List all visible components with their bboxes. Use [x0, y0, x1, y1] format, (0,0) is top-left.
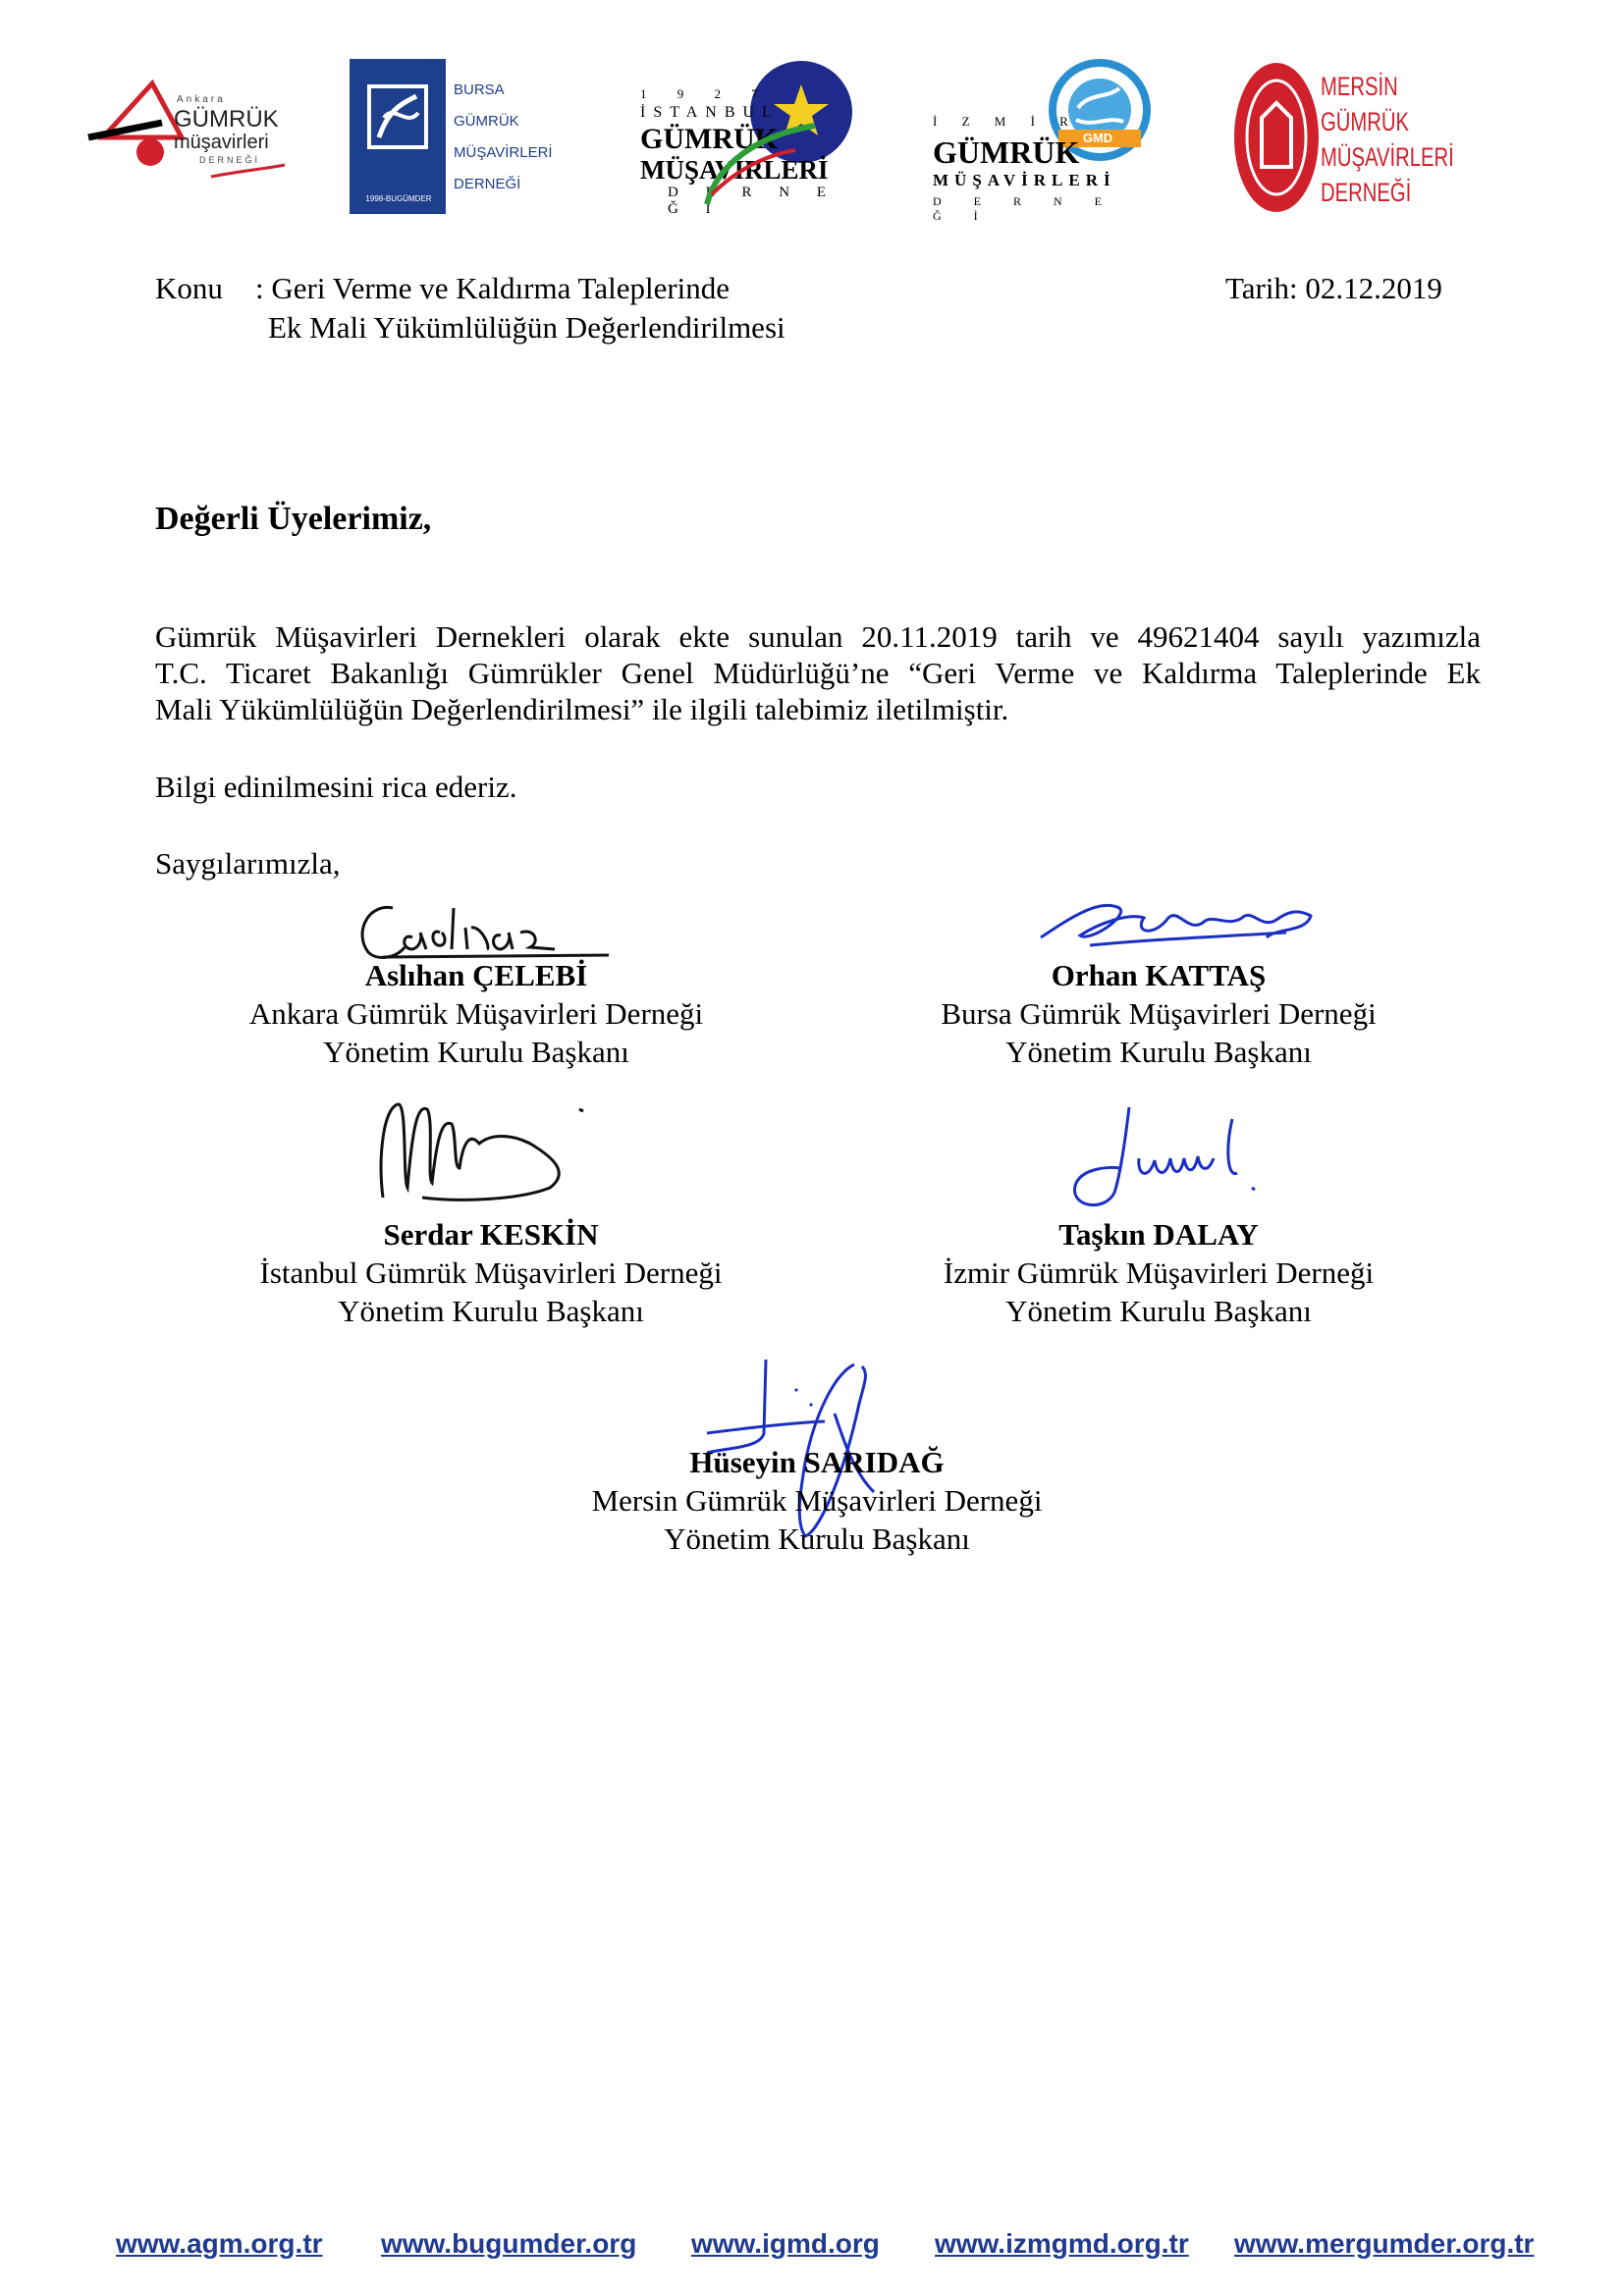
izmir-logo-dernegi: D E R N E Ğ İ — [933, 194, 1116, 223]
istanbul-logo-musavirleri: MÜŞAVİRLERİ — [640, 155, 829, 185]
istanbul-logo-gumruk: GÜMRÜK — [640, 123, 778, 155]
footer-link-bugumder[interactable]: www.bugumder.org — [381, 2228, 637, 2259]
signatory-org: İzmir Gümrük Müşavirleri Derneği — [943, 1255, 1375, 1290]
signatory-name: Taşkın DALAY — [1058, 1217, 1259, 1252]
mersin-emblem-icon — [1232, 59, 1321, 216]
izmir-logo-musavirleri: MÜŞAVİRLERİ — [933, 171, 1116, 189]
bursa-logo-dernegi: DERNEĞİ — [454, 176, 521, 192]
bursa-logo-musavirleri: MÜŞAVİRLERİ — [454, 144, 553, 161]
ankara-logo-musavirleri: müşavirleri — [174, 132, 269, 153]
signatory-org: Bursa Gümrük Müşavirleri Derneği — [941, 996, 1377, 1031]
body-paragraph — [155, 618, 1481, 727]
bursa-logo-box — [350, 59, 446, 214]
body-line-3: Mali Yükümlülüğün Değerlendirilmesi” ile ilgili talebimiz iletilmiştir. — [155, 692, 1009, 726]
signature-celebi-icon — [344, 888, 619, 967]
mersin-logo — [1232, 59, 1468, 221]
subject-line-1: : Geri Verme ve Kaldırma Taleplerinde — [255, 271, 731, 305]
signatory-title: Yönetim Kurulu Başkanı — [664, 1522, 970, 1556]
signatory-title: Yönetim Kurulu Başkanı — [338, 1294, 644, 1328]
signatory-name: Aslıhan ÇELEBİ — [364, 958, 588, 992]
signature-keskin-icon — [363, 1090, 599, 1207]
signatory-istanbul — [196, 1215, 785, 1330]
signature-kattas-icon — [1031, 888, 1326, 957]
signatory-org: Mersin Gümrük Müşavirleri Derneği — [591, 1483, 1043, 1518]
istanbul-logo-year: 1 9 2 7 — [640, 86, 772, 101]
mersin-logo-gumruk: GÜMRÜK — [1321, 107, 1409, 136]
footer-link-agm[interactable]: www.agm.org.tr — [116, 2228, 323, 2259]
bursa-logo-footer: 1998-BUGÜMDER — [365, 194, 432, 203]
ankara-logo-gumruk: GÜMRÜK — [174, 106, 279, 133]
signatory-bursa — [864, 956, 1453, 1071]
greeting: Değerli Üyelerimiz, — [155, 501, 432, 537]
subject-label: Konu — [155, 271, 223, 305]
footer-link-mergumder[interactable]: www.mergumder.org.tr — [1234, 2228, 1535, 2259]
body-line-2: T.C. Ticaret Bakanlığı Gümrükler Genel Müdürlüğü’ne “Geri Verme ve Kaldırma Taleplerinde Ek — [155, 656, 1481, 690]
ankara-logo-city: Ankara — [177, 94, 226, 105]
signatory-izmir — [864, 1215, 1453, 1330]
footer-link-igmd[interactable]: www.igmd.org — [691, 2228, 880, 2259]
signatory-title: Yönetim Kurulu Başkanı — [1005, 1035, 1312, 1069]
ankara-logo — [83, 69, 290, 187]
signatory-title: Yönetim Kurulu Başkanı — [323, 1035, 629, 1069]
izmir-logo — [933, 59, 1154, 221]
signatory-name: Orhan KATTAŞ — [1051, 958, 1267, 992]
signatory-org: İstanbul Gümrük Müşavirleri Derneği — [259, 1255, 723, 1290]
bursa-logo-gumruk: GÜMRÜK — [454, 113, 519, 130]
subject-line-2: Ek Mali Yükümlülüğün Değerlendirilmesi — [268, 310, 785, 345]
signatory-title: Yönetim Kurulu Başkanı — [1005, 1294, 1312, 1328]
izmir-logo-badge: GMD — [1082, 131, 1113, 145]
swoosh-icon — [697, 116, 825, 214]
closing-phrase: Saygılarımızla, — [155, 846, 341, 881]
info-sentence: Bilgi edinilmesini rica ederiz. — [155, 770, 517, 804]
ankara-logo-dernegi: DERNEĞİ — [199, 155, 261, 165]
bursa-logo-city: BURSA — [454, 81, 505, 98]
mersin-logo-dernegi: DERNEĞİ — [1321, 178, 1412, 207]
bursa-logo — [350, 59, 553, 216]
istanbul-logo-dernegi: D E R N E Ğ İ — [668, 185, 838, 217]
signatory-org: Ankara Gümrük Müşavirleri Derneği — [248, 996, 704, 1031]
signature-dalay-icon — [1060, 1099, 1286, 1217]
mersin-logo-city: MERSİN — [1321, 72, 1398, 101]
footer-link-izmgmd[interactable]: www.izmgmd.org.tr — [935, 2228, 1189, 2259]
izmir-logo-gumruk: GÜMRÜK — [933, 134, 1080, 170]
signatory-mersin — [522, 1443, 1111, 1558]
letter-date: Tarih: 02.12.2019 — [1225, 271, 1442, 305]
mersin-logo-musavirleri: MÜŞAVİRLERİ — [1321, 142, 1454, 172]
istanbul-logo-city: İSTANBUL — [640, 104, 780, 121]
izmir-logo-city: İ Z M İ R — [933, 114, 1079, 129]
footer-links — [0, 2228, 1624, 2268]
body-line-1: Gümrük Müşavirleri Dernekleri olarak ekte sunulan 20.11.2019 tarih ve 49621404 sayılı yazımızla — [155, 619, 1481, 654]
signatory-ankara — [182, 956, 771, 1071]
bursa-emblem-icon — [350, 59, 446, 187]
signatory-name: Hüseyin SARIDAĞ — [689, 1445, 945, 1479]
istanbul-logo — [638, 57, 859, 219]
signatory-name: Serdar KESKİN — [383, 1217, 599, 1252]
